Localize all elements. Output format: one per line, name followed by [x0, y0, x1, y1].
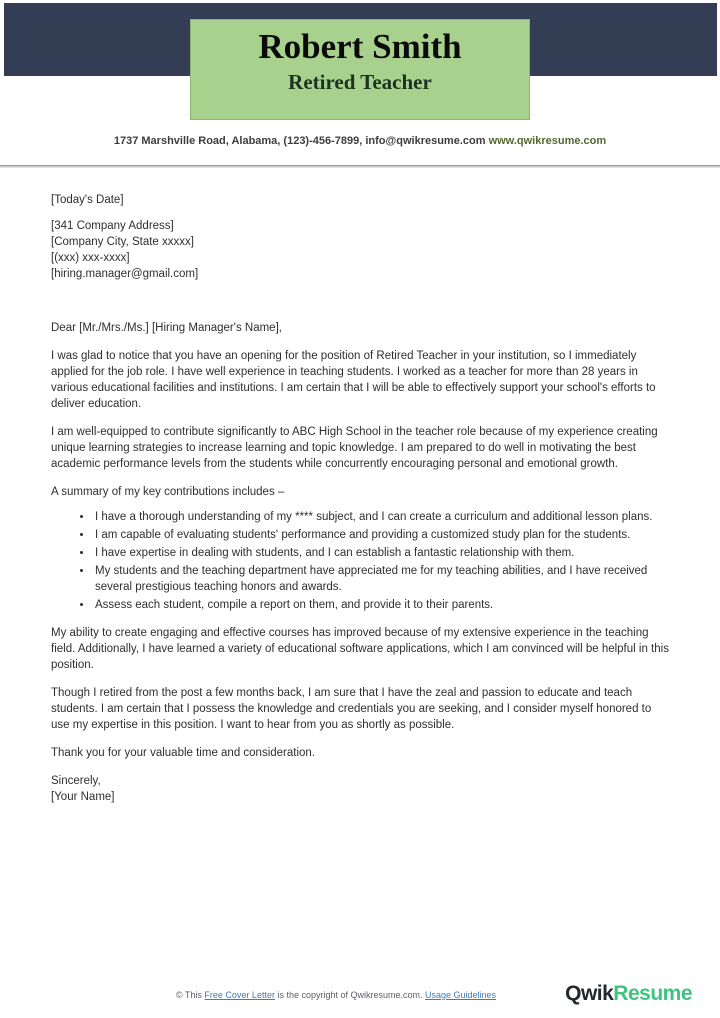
letter-body — [51, 192, 670, 805]
recipient-address-block — [51, 218, 670, 282]
copyright-middle: is the copyright of Qwikresume.com. — [274, 990, 426, 1000]
logo-text-resume: Resume — [613, 982, 692, 1005]
recipient-line: [(xxx) xxx-xxxx] — [51, 252, 130, 264]
qwikresume-logo[interactable] — [565, 982, 692, 1006]
recipient-line: [hiring.manager@gmail.com] — [51, 268, 199, 280]
key-contributions-list — [51, 509, 670, 613]
website-link[interactable]: www.qwikresume.com — [488, 135, 607, 147]
list-item: • I am capable of evaluating students' performance and providing a customized study plan for the students. — [93, 527, 670, 543]
free-cover-letter-link[interactable]: Free Cover Letter — [204, 990, 275, 1000]
list-item: • My students and the teaching department have appreciated me for my teaching abilities, and I have received several prestigious teaching honors and awards. — [93, 563, 670, 595]
signoff: Sincerely, — [51, 775, 101, 787]
recipient-line: [Company City, State xxxxx] — [51, 236, 194, 248]
list-item: • I have a thorough understanding of my **** subject, and I can create a curriculum and additional lesson plans. — [93, 509, 670, 525]
body-paragraph: I am well-equipped to contribute significantly to ABC High School in the teacher role because of my experience creating unique learning strategies to increase learning and topic knowledge. I am prepared to do well in motivating the best academic performance levels from the students while concurrently encouraging personal and emotional growth. — [51, 426, 658, 470]
recipient-line: [341 Company Address] — [51, 220, 174, 232]
header-divider — [0, 165, 720, 168]
person-name: Robert Smith — [258, 27, 462, 66]
list-item: • I have expertise in dealing with students, and I can establish a fantastic relationship with them. — [93, 545, 670, 561]
date-placeholder: [Today's Date] — [51, 194, 124, 206]
copyright-prefix: © This — [175, 990, 205, 1000]
name-box — [190, 19, 530, 120]
contact-text: 1737 Marshville Road, Alabama, (123)-456-7899, info@qwikresume.com — [113, 135, 486, 147]
thanks-line: Thank you for your valuable time and consideration. — [51, 747, 316, 759]
summary-intro: A summary of my key contributions includes – — [51, 486, 285, 498]
contact-line — [0, 135, 720, 147]
signature-placeholder: [Your Name] — [51, 791, 115, 803]
salutation: Dear [Mr./Mrs./Ms.] [Hiring Manager's Name], — [51, 322, 282, 334]
list-item: • Assess each student, compile a report on them, and provide it to their parents. — [93, 597, 670, 613]
body-paragraph: My ability to create engaging and effective courses has improved because of my extensive experience in the teaching field. Additionally, I have learned a variety of educational software applications, which I am convinced will be helpful in this position. — [51, 627, 669, 671]
person-title: Retired Teacher — [288, 70, 432, 94]
body-paragraph: I was glad to notice that you have an opening for the position of Retired Teacher in your institution, so I immediately applied for the job role. I have well experience in teaching students. I worked as a teacher for more than 28 years in various educational facilities and institutions. I am certain that I will be able to effectively support your school's efforts to deliver education. — [51, 350, 656, 410]
usage-guidelines-link[interactable]: Usage Guidelines — [425, 990, 497, 1000]
body-paragraph: Though I retired from the post a few months back, I am sure that I have the zeal and passion to educate and teach students. I am certain that I possess the knowledge and credentials you are seeking, and I consider myself honored to use my expertise in this position. I want to hear from you as shortly as possible. — [51, 687, 652, 731]
logo-text-qwik: Qwik — [565, 982, 614, 1005]
